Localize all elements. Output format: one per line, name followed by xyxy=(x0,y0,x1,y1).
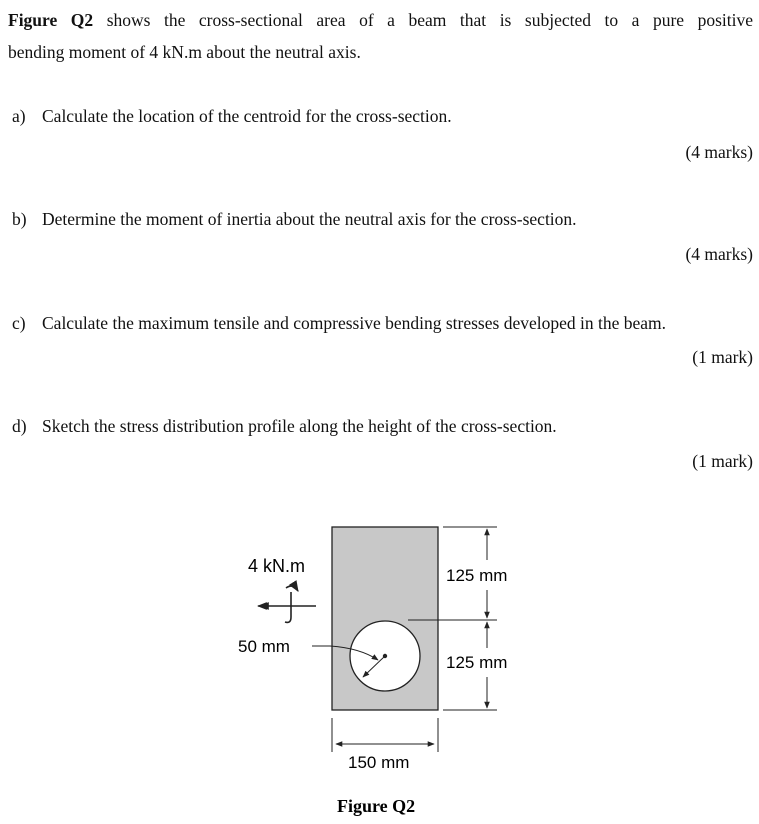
section-rectangle xyxy=(332,527,438,710)
width-dimension-label: 150 mm xyxy=(348,753,410,772)
question-text: Sketch the stress distribution profile along the height of the cross-section. xyxy=(42,416,557,436)
hole-circle xyxy=(350,621,420,691)
question-b xyxy=(12,209,577,230)
bottom-dimension-label: 125 mm xyxy=(446,653,508,672)
center-dot xyxy=(383,654,387,658)
question-label: b) xyxy=(12,209,27,229)
intro-line1: shows the cross-sectional area of a beam that is subjected to a pure positive xyxy=(93,10,753,30)
radius-arrow xyxy=(363,656,385,677)
moment-arrow-icon xyxy=(258,586,316,622)
intro-paragraph xyxy=(8,4,753,68)
radius-label: 50 mm xyxy=(238,637,290,656)
marks-b: (4 marks) xyxy=(685,244,753,264)
marks-c: (1 mark) xyxy=(692,347,753,367)
question-c xyxy=(12,313,666,334)
moment-label: 4 kN.m xyxy=(248,556,306,576)
figure-caption: Figure Q2 xyxy=(337,796,416,816)
marks-a: (4 marks) xyxy=(685,142,753,162)
marks-d: (1 mark) xyxy=(692,451,753,471)
radius-leader xyxy=(312,646,378,660)
question-d xyxy=(12,416,557,437)
question-text: Calculate the location of the centroid for the cross-section. xyxy=(42,106,452,126)
question-label: c) xyxy=(12,313,26,333)
intro-line2: bending moment of 4 kN.m about the neutral axis. xyxy=(8,42,361,62)
question-label: d) xyxy=(12,416,27,436)
top-dimension-label: 125 mm xyxy=(446,566,508,585)
question-label: a) xyxy=(12,106,26,126)
figure-reference: Figure Q2 xyxy=(8,10,94,30)
question-a xyxy=(12,106,452,127)
question-text: Determine the moment of inertia about the neutral axis for the cross-section. xyxy=(42,209,577,229)
question-text: Calculate the maximum tensile and compressive bending stresses developed in the beam. xyxy=(42,313,666,333)
